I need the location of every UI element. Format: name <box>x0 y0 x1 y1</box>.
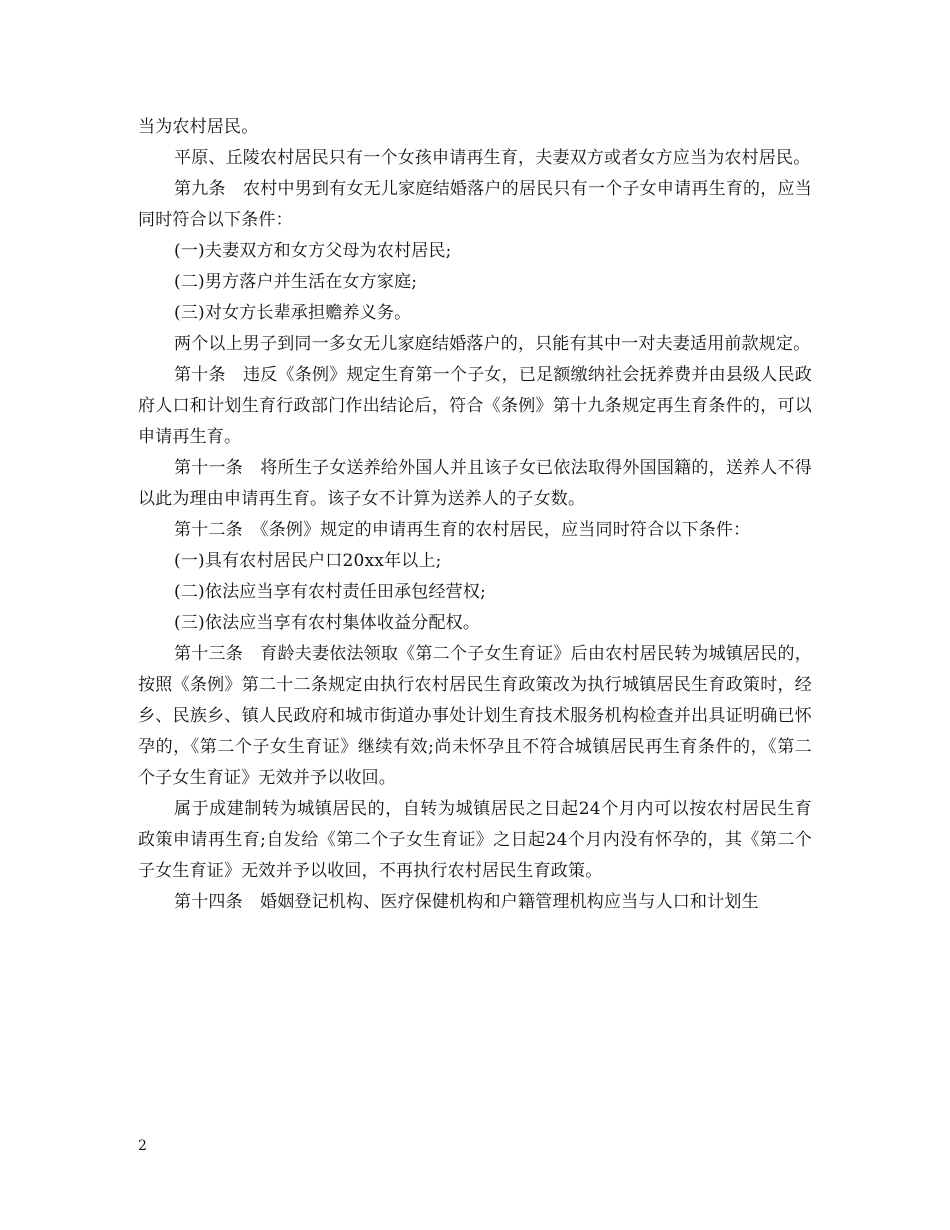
list-item: (一)夫妻双方和女方父母为农村居民; <box>174 241 452 261</box>
list-item: (二)男方落户并生活在女方家庭; <box>174 272 418 292</box>
paragraph-continuation: 当为农村居民。 <box>138 117 259 137</box>
article-10: 第十条 违反《条例》规定生育第一个子女，已足额缴纳社会抚养费并由县级人民政府人口和计划生育行政部门作出结论后，符合《条例》第十九条规定再生育条件的，可以申请再生育。 <box>138 365 812 447</box>
article-14: 第十四条 婚姻登记机构、医疗保健机构和户籍管理机构应当与人口和计划生 <box>174 892 759 912</box>
article-11: 第十一条 将所生子女送养给外国人并且该子女已依法取得外国国籍的，送养人不得以此为理由申请再生育。该子女不计算为送养人的子女数。 <box>138 458 812 509</box>
page-number: 2 <box>138 1138 147 1154</box>
document-body <box>138 112 812 918</box>
list-item: (三)依法应当享有农村集体收益分配权。 <box>174 613 481 633</box>
paragraph: 平原、丘陵农村居民只有一个女孩申请再生育，夫妻双方或者女方应当为农村居民。 <box>174 148 811 168</box>
list-item: (三)对女方长辈承担赡养义务。 <box>174 303 412 323</box>
paragraph: 两个以上男子到同一多女无儿家庭结婚落户的，只能有其中一对夫妻适用前款规定。 <box>174 334 811 354</box>
list-item: (二)依法应当享有农村责任田承包经营权; <box>174 582 486 602</box>
article-9: 第九条 农村中男到有女无儿家庭结婚落户的居民只有一个子女申请再生育的，应当同时符合以下条件： <box>138 179 812 230</box>
paragraph: 属于成建制转为城镇居民的，自转为城镇居民之日起24个月内可以按农村居民生育政策申请再生育;自发给《第二个子女生育证》之日起24个月内没有怀孕的，其《第二个子女生育证》无效并予以收回，不再执行农村居民生育政策。 <box>138 799 812 881</box>
article-12: 第十二条 《条例》规定的申请再生育的农村居民，应当同时符合以下条件： <box>174 520 751 540</box>
list-item: (一)具有农村居民户口20xx年以上; <box>174 551 442 571</box>
article-13: 第十三条 育龄夫妻依法领取《第二个子女生育证》后由农村居民转为城镇居民的，按照《条例》第二十二条规定由执行农村居民生育政策改为执行城镇居民生育政策时，经乡、民族乡、镇人民政府和城市街道办事处计划生育技术服务机构检查并出具证明确已怀孕的，《第二个子女生育证》继续有效;尚未怀孕且不符合城镇居民再生育条件的，《第二个子女生育证》无效并予以收回。 <box>138 644 812 788</box>
